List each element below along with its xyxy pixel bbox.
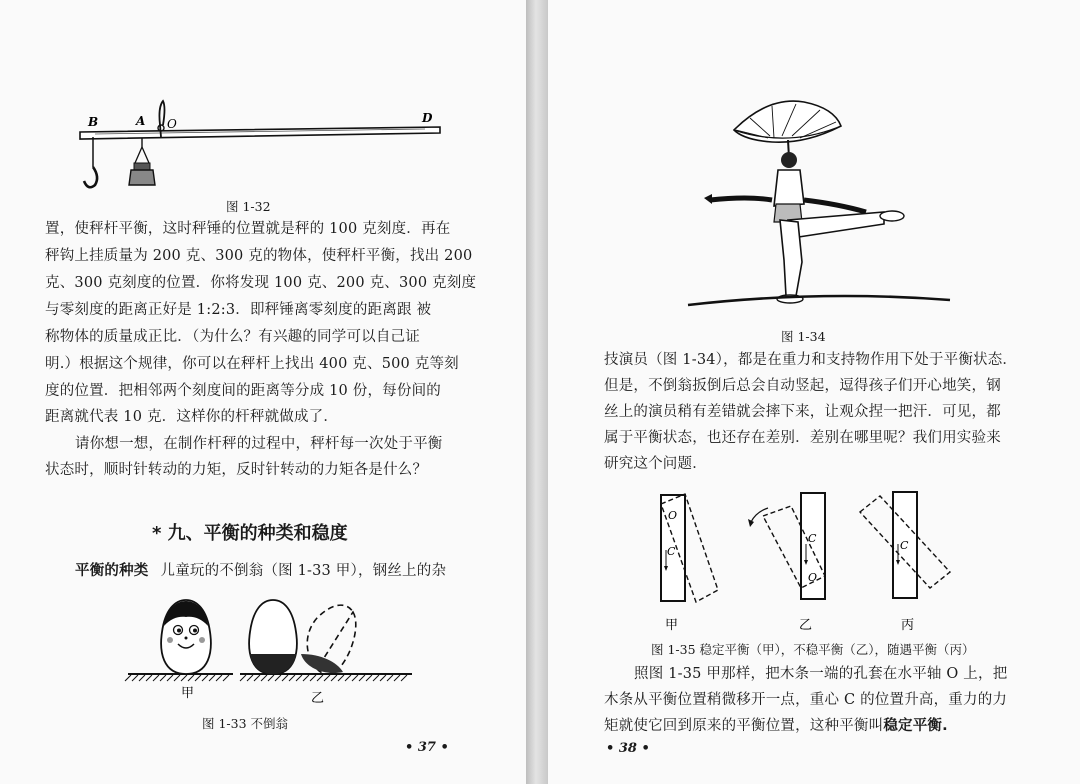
term-stable-equilibrium: 稳定平衡. — [883, 718, 948, 734]
text-line: 秤钩上挂质量为 200 克、300 克的物体，使秤杆平衡，找出 200 — [45, 248, 473, 264]
label-d: D — [422, 111, 433, 125]
page-number-38: • 38 • — [606, 741, 650, 756]
label-yi: 乙 — [311, 691, 325, 706]
label-c: C — [667, 545, 676, 558]
right-page — [548, 0, 1080, 784]
text-line: 距离就代表 10 克．这样你的杆秤就做成了． — [45, 409, 339, 425]
text-line: 度的位置．把相邻两个刻度间的距离等分成 10 份，每份间的 — [45, 383, 441, 399]
book-gutter — [526, 0, 548, 784]
panel-neutral — [860, 492, 950, 633]
text-span: 矩就使它回到原来的平衡位置，这种平衡叫 — [604, 718, 884, 734]
text-line: 与零刻度的距离正好是 1:2:3．即秤锤离零刻度的距离跟 被 — [45, 302, 432, 318]
text-line: 技演员（图 1-34），都是在重力和支持物作用下处于平衡状态． — [604, 352, 1018, 368]
label-c: C — [900, 539, 909, 552]
label-c: C — [808, 532, 817, 545]
page-number-37: • 37 • — [405, 740, 449, 755]
figure-1-35-balance-types — [638, 486, 968, 633]
text-line: 研究这个问题． — [604, 456, 707, 472]
label-yi: 乙 — [799, 618, 813, 633]
label-bing: 丙 — [901, 618, 915, 633]
text-line: 明.）根据这个规律，你可以在秤杆上找出 400 克、500 克等刻 — [45, 356, 459, 372]
label-jia: 甲 — [181, 686, 195, 701]
panel-stable — [661, 494, 718, 633]
subheading-text: 儿童玩的不倒翁（图 1-33 甲），钢丝上的杂 — [160, 563, 447, 579]
label-o: O — [668, 509, 678, 522]
text-line: 属于平衡状态，也还存在差别．差别在哪里呢？我们用实验来 — [604, 430, 1001, 446]
label-o: O — [808, 571, 818, 584]
text-line: 丝上的演员稍有差错就会摔下来，让观众捏一把汗．可见，都 — [604, 404, 1001, 420]
text-line: 请你想一想，在制作杆秤的过程中，秤杆每一次处于平衡 — [75, 436, 443, 452]
subheading-line — [75, 563, 446, 580]
label-o: O — [167, 117, 177, 131]
figure-1-33-caption: 图 1-33 不倒翁 — [202, 716, 289, 731]
subheading: 平衡的种类 — [75, 563, 149, 579]
label-a: A — [136, 114, 146, 128]
section-heading: * 九、平衡的种类和稳度 — [152, 523, 348, 544]
text-line: 但是，不倒翁扳倒后总会自动竖起，逗得孩子们开心地笑，钢 — [604, 378, 1001, 394]
figure-1-34-acrobat — [688, 100, 958, 315]
text-line: 称物体的质量成正比．（为什么？有兴趣的同学可以自己证 — [45, 329, 420, 345]
text-line: 照图 1-35 甲那样，把木条一端的孔套在水平轴 O 上，把 — [634, 666, 1008, 682]
figure-1-35-caption: 图 1-35 稳定平衡（甲），不稳平衡（乙），随遇平衡（丙） — [651, 642, 975, 657]
label-b: B — [88, 115, 99, 129]
figure-1-33-tumbler — [125, 596, 415, 706]
text-line: 木条从平衡位置稍微移开一点，重心 C 的位置升高，重力的力 — [604, 692, 1008, 708]
text-line — [604, 718, 948, 735]
text-line: 置，使秤杆平衡，这时秤锤的位置就是秤的 100 克刻度．再在 — [45, 221, 451, 237]
figure-1-34-caption: 图 1-34 — [781, 329, 826, 344]
left-page — [0, 0, 526, 784]
panel-unstable — [748, 493, 825, 633]
figure-1-32-steelyard — [70, 95, 450, 205]
label-jia: 甲 — [665, 618, 679, 633]
figure-1-32-caption: 图 1-32 — [226, 199, 271, 214]
text-line: 克、300 克刻度的位置．你将发现 100 克、200 克、300 克刻度 — [45, 275, 477, 291]
text-line: 状态时，顺时针转动的力矩，反时针转动的力矩各是什么？ — [45, 462, 428, 478]
